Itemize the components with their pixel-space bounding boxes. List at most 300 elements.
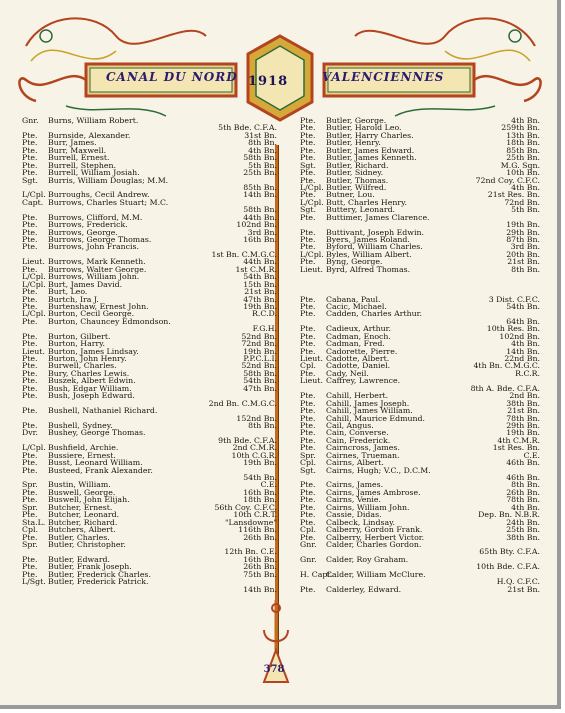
entry-name: Butt, Charles Henry. — [326, 197, 407, 207]
roll-entry — [300, 467, 540, 474]
entry-unit: 3rd Bn. — [510, 242, 540, 252]
entry-name: Burr, Maxwell. — [48, 145, 107, 155]
entry-name: Buttimer, James Clarence. — [326, 212, 430, 222]
entry-name: Butcher, Richard. — [48, 517, 118, 527]
roll-entry — [300, 214, 540, 221]
entry-rank: Cpl. — [300, 361, 316, 371]
entry-rank: Pte. — [300, 301, 316, 311]
entry-rank: Pte. — [300, 309, 316, 319]
entry-rank: Pte. — [22, 510, 38, 520]
entry-unit: 8th Bn. — [248, 138, 277, 148]
entry-unit: 15th Bn. — [243, 279, 277, 289]
entry-rank: Pte. — [22, 316, 38, 326]
entry-name: Burnside, Alexander. — [48, 130, 131, 140]
entry-unit: 2nd C.M.R. — [232, 443, 277, 453]
entry-name: Burton, Cecil George. — [48, 309, 135, 319]
entry-rank: Pte. — [300, 324, 316, 334]
entry-name: Cairnes, Trueman. — [326, 450, 400, 460]
entry-unit: 259th Bn. — [501, 123, 540, 133]
entry-unit: 14th Bn. — [506, 346, 540, 356]
entry-rank: L/Cpl. — [22, 443, 46, 453]
entry-unit: 78th Bn. — [506, 495, 540, 505]
entry-unit: 47th Bn. — [243, 294, 277, 304]
entry-unit: 2nd Bn. — [509, 391, 540, 401]
entry-unit: 54th Bn. — [243, 376, 277, 386]
entry-name: Burtenshaw, Ernest John. — [48, 301, 149, 311]
entry-name: Butler, Frederick Patrick. — [48, 577, 149, 587]
entry-name: Cairns, Hugh; V.C., D.C.M. — [326, 465, 431, 475]
entry-unit: 14th Bn. — [243, 584, 277, 594]
entry-name: Butler, Wilfred. — [326, 182, 387, 192]
roll-entry — [300, 281, 540, 288]
roll-entry — [22, 199, 277, 206]
entry-unit: 8th A. Bde. C.F.A. — [470, 383, 540, 393]
entry-unit: 4th Bn. — [511, 182, 540, 192]
entry-name: Cacic, Michael. — [326, 301, 387, 311]
entry-unit: 29th Bn. — [506, 227, 540, 237]
entry-unit: 46th Bn. — [506, 458, 540, 468]
entry-rank: Pte. — [300, 346, 316, 356]
entry-rank: L/Cpl. — [22, 190, 46, 200]
ornamental-banner — [6, 6, 555, 126]
entry-name: Cadman, Fred. — [326, 339, 385, 349]
entry-rank: Spr. — [22, 502, 38, 512]
entry-rank: Pte. — [22, 420, 38, 430]
entry-unit: 3 Dist. C.F.C. — [488, 294, 540, 304]
entry-rank: Pte. — [300, 428, 316, 438]
entry-rank: L/Cpl. — [22, 309, 46, 319]
entry-name: Byng, George. — [326, 257, 383, 267]
entry-rank: Pte. — [22, 130, 38, 140]
entry-unit: 102nd Bn. — [499, 331, 540, 341]
entry-rank: Pte. — [300, 406, 316, 416]
entry-rank: Pte. — [300, 153, 316, 163]
entry-unit: 56th Coy. C.F.C. — [214, 502, 277, 512]
entry-name: Burrows, Frederick. — [48, 220, 128, 230]
entry-unit: 38th Bn. — [506, 398, 540, 408]
entry-rank: L/Cpl. — [22, 272, 46, 282]
anchor-emblem — [256, 600, 296, 690]
entry-unit: 58th Bn. — [243, 153, 277, 163]
entry-rank: Pte. — [300, 294, 316, 304]
entry-unit: 20th Bn. — [506, 249, 540, 259]
entry-unit: 21st Bn. — [507, 406, 540, 416]
roll-entry — [300, 273, 540, 280]
entry-rank: Pte. — [300, 480, 316, 490]
entry-name: Cahill, James William. — [326, 406, 413, 416]
entry-name: Burns, William Robert. — [48, 116, 139, 125]
entry-rank: Gnr. — [22, 116, 39, 125]
entry-unit: 52nd Bn. — [241, 361, 277, 371]
entry-unit: 24th Bn. — [506, 517, 540, 527]
entry-rank: Pte. — [22, 153, 38, 163]
entry-unit: 72nd Bn. — [504, 197, 540, 207]
entry-unit: 54th Bn. — [243, 272, 277, 282]
roll-column-right — [300, 117, 540, 593]
entry-name: Burrows, Walter George. — [48, 264, 147, 274]
entry-name: Burrows, George Thomas. — [48, 235, 152, 244]
entry-rank: Pte. — [22, 368, 38, 378]
entry-name: Burr, James. — [48, 138, 97, 148]
entry-unit: 1st Res. Bn. — [492, 443, 540, 453]
entry-unit: 72nd Bn. — [241, 339, 277, 349]
entry-rank: Pte. — [300, 168, 316, 178]
entry-unit: 25th Bn. — [243, 168, 277, 178]
entry-rank: Pte. — [300, 487, 316, 497]
entry-name: Butchers, Albert. — [48, 525, 116, 535]
entry-name: Calder, Charles Gordon. — [326, 539, 422, 549]
entry-rank: Pte. — [300, 495, 316, 505]
page-number: 378 — [263, 664, 285, 675]
entry-unit: 10th Bde. C.F.A. — [476, 562, 540, 572]
entry-rank: Pte. — [22, 354, 38, 363]
entry-name: Bustin, William. — [48, 480, 111, 490]
entry-name: Bushell, Nathaniel Richard. — [48, 406, 158, 416]
entry-name: Bushey, George Thomas. — [48, 428, 146, 438]
entry-unit: 19th Bn. — [243, 346, 277, 356]
entry-name: Burrell, Stephen. — [48, 160, 116, 170]
entry-unit: M.G. Sqn. — [500, 160, 540, 170]
entry-rank: Pte. — [22, 376, 38, 386]
entry-rank: Pte. — [22, 465, 38, 475]
entry-rank: Pte. — [300, 435, 316, 445]
entry-rank: Pte. — [300, 235, 316, 244]
entry-unit: 5th Bn. — [248, 160, 277, 170]
entry-name: Buttivant, Joseph Edwin. — [326, 227, 424, 237]
entry-name: Buswell, George. — [48, 487, 116, 497]
entry-rank: Pte. — [22, 554, 38, 564]
entry-rank: L/Sgt. — [22, 577, 46, 587]
banner-year: 1918 — [248, 74, 289, 89]
entry-rank: Pte. — [22, 391, 38, 401]
entry-rank: Pte. — [300, 138, 316, 148]
entry-rank: Cpl. — [300, 525, 316, 535]
entry-rank: Pte. — [300, 584, 316, 594]
entry-rank: Pte. — [22, 242, 38, 252]
entry-name: Butler, James Edward. — [326, 145, 415, 155]
entry-name: Cairns, William John. — [326, 502, 410, 512]
entry-rank: Capt. — [22, 197, 44, 207]
entry-unit: 19th Bn. — [243, 301, 277, 311]
entry-name: Butler, Henry. — [326, 138, 381, 148]
entry-unit: 8th Bn. — [511, 480, 540, 490]
entry-rank: Pte. — [22, 301, 38, 311]
entry-unit: 44th Bn. — [243, 212, 277, 222]
entry-unit: 72nd Coy. C.F.C. — [475, 175, 540, 185]
entry-name: Buttery, Leonard. — [326, 205, 396, 215]
entry-unit: 5th Bn. — [511, 205, 540, 215]
entry-unit: 21st Bn. — [244, 287, 277, 297]
entry-rank: Pte. — [300, 502, 316, 512]
entry-unit: 4th Bn. — [248, 145, 277, 155]
entry-name: Butler, Frederick Charles. — [48, 569, 151, 579]
entry-name: Butler, Christopher. — [48, 539, 126, 549]
entry-unit: 4th Bn. — [511, 502, 540, 512]
entry-rank: Pte. — [22, 264, 38, 274]
entry-name: Bushell, Sydney. — [48, 420, 113, 430]
entry-unit: 85th Bn. — [506, 145, 540, 155]
entry-rank: Pte. — [22, 458, 38, 468]
entry-unit: 58th Bn. — [243, 368, 277, 378]
entry-name: Busst, Leonard William. — [48, 458, 143, 468]
entry-name: Butler, Harold Leo. — [326, 123, 402, 133]
entry-rank: Lieut. — [300, 264, 323, 274]
entry-unit: 18th Bn. — [506, 138, 540, 148]
entry-unit: 29th Bn. — [506, 420, 540, 430]
entry-name: Cadman, Enoch. — [326, 331, 391, 341]
entry-rank: Pte. — [22, 569, 38, 579]
entry-rank: Dvr. — [22, 428, 39, 438]
entry-rank: Pte. — [300, 130, 316, 140]
entry-unit: 54th Bn. — [506, 301, 540, 311]
entry-rank: L/Cpl. — [300, 197, 324, 207]
roll-entry — [22, 177, 277, 184]
entry-name: Calder, Roy Graham. — [326, 554, 409, 564]
entry-name: Bury, Charles Lewis. — [48, 368, 130, 378]
entry-rank: Pte. — [22, 339, 38, 349]
entry-name: Butler, Harry Charles. — [326, 130, 414, 140]
center-divider-shadow — [278, 145, 279, 665]
entry-unit: 18th Bn. — [243, 495, 277, 505]
entry-name: Cahill, Maurice Edmund. — [326, 413, 425, 423]
entry-rank: Pte. — [22, 138, 38, 148]
entry-unit: 25th Bn. — [506, 153, 540, 163]
entry-rank: Sta.L. — [22, 517, 46, 527]
entry-rank: Spr. — [22, 480, 38, 490]
entry-unit: C.E. — [260, 480, 277, 490]
entry-unit: P.P.C.L.I. — [243, 354, 277, 363]
entry-rank: Pte. — [300, 339, 316, 349]
entry-name: Calberry, Herbert Victor. — [326, 532, 425, 542]
entry-name: Burrows, William John. — [48, 272, 140, 282]
entry-unit: 46th Bn. — [506, 473, 540, 482]
entry-unit: 65th Bty. C.F.A. — [479, 547, 540, 557]
entry-name: Butler, Edward. — [48, 554, 111, 564]
entry-unit: 4th Bn. C.M.G.C. — [473, 361, 540, 371]
entry-unit: F.G.H. — [252, 324, 277, 334]
roll-entry — [22, 318, 277, 325]
entry-unit: 12th Bn. C.E. — [224, 547, 277, 557]
entry-rank: Pte. — [22, 220, 38, 230]
entry-unit: 22nd Bn. — [504, 354, 540, 363]
entry-unit: 19th Bn. — [243, 458, 277, 468]
entry-rank: Pte. — [300, 398, 316, 408]
entry-name: Cahill, Herbert. — [326, 391, 389, 401]
entry-name: Burris, William Douglas; M.M. — [48, 175, 169, 185]
entry-rank: Pte. — [22, 406, 38, 416]
entry-rank: Pte. — [22, 450, 38, 460]
entry-name: Cairns, Venie. — [326, 495, 381, 505]
entry-rank: Sgt. — [300, 160, 316, 170]
entry-name: Burtch, Ira J. — [48, 294, 99, 304]
entry-rank: Pte. — [300, 145, 316, 155]
entry-name: Cadorette, Pierre. — [326, 346, 398, 356]
entry-unit: 26th Bn. — [243, 532, 277, 542]
entry-name: Cadotte, Daniel. — [326, 361, 391, 371]
entry-name: Buswell, John Elijah. — [48, 495, 130, 505]
entry-rank: Pte. — [300, 257, 316, 267]
entry-unit: 8th Bn. — [248, 420, 277, 430]
entry-rank: Pte. — [300, 331, 316, 341]
entry-rank: Pte. — [300, 190, 316, 200]
entry-rank: Pte. — [300, 443, 316, 453]
entry-name: Cairns, Albert. — [326, 458, 384, 468]
entry-name: Burton, Chauncey Edmondson. — [48, 316, 171, 326]
entry-rank: L/Cpl. — [300, 182, 324, 192]
entry-name: Burton, John Henry. — [48, 354, 127, 363]
entry-name: Burrows, George. — [48, 227, 118, 237]
entry-unit: 87th Bn. — [506, 235, 540, 244]
entry-unit: 14th Bn. — [243, 190, 277, 200]
entry-unit: 9th Bde. C.F.A. — [218, 435, 277, 445]
entry-name: Cairns, James. — [326, 480, 384, 490]
entry-unit: 16th Bn. — [243, 235, 277, 244]
entry-unit: 152nd Bn. — [236, 413, 277, 423]
entry-name: Cairncross, James. — [326, 443, 400, 453]
entry-name: Burwell, Charles. — [48, 361, 117, 371]
entry-rank: Cpl. — [22, 525, 38, 535]
entry-name: Cady, Neil. — [326, 368, 369, 378]
entry-rank: Spr. — [22, 539, 38, 549]
entry-name: Bush, Joseph Edward. — [48, 391, 135, 401]
entry-rank: Cpl. — [300, 458, 316, 468]
entry-unit: 8th Bn. — [511, 264, 540, 274]
banner-right-text: VALENCIENNES — [322, 70, 445, 84]
entry-rank: Pte. — [300, 227, 316, 237]
entry-rank: L/Cpl. — [22, 279, 46, 289]
entry-unit: 102nd Bn. — [236, 220, 277, 230]
entry-rank: Pte. — [22, 145, 38, 155]
roll-entry — [22, 467, 277, 474]
entry-unit: 78th Bn. — [506, 413, 540, 423]
entry-rank: Pte. — [22, 168, 38, 178]
entry-rank: Pte. — [22, 287, 38, 297]
entry-name: Calder, William McClure. — [326, 569, 426, 579]
entry-unit: 31st Bn. — [244, 130, 277, 140]
entry-rank: Pte. — [300, 420, 316, 430]
entry-unit: 16th Bn. — [243, 554, 277, 564]
entry-name: Butler, James Kenneth. — [326, 153, 417, 163]
entry-rank: H. Capt. — [300, 569, 333, 579]
entry-name: Butcher, Ernest. — [48, 502, 113, 512]
entry-unit: 26th Bn. — [506, 487, 540, 497]
entry-rank: Pte. — [300, 517, 316, 527]
entry-name: Butler, Richard. — [326, 160, 389, 170]
entry-rank: Pte. — [300, 368, 316, 378]
entry-unit: 85th Bn. — [243, 182, 277, 192]
entry-unit: 21st Res. Bn. — [487, 190, 540, 200]
entry-rank: Sgt. — [300, 465, 316, 475]
entry-name: Cain, Converse. — [326, 428, 389, 438]
entry-name: Burt, James David. — [48, 279, 123, 289]
entry-name: Bush, Edgar William. — [48, 383, 132, 393]
entry-name: Burrows, John Francis. — [48, 242, 140, 252]
entry-name: Bushfield, Archie. — [48, 443, 119, 453]
entry-unit: 75th Bn. — [243, 569, 277, 579]
entry-unit: R.C.D. — [252, 309, 277, 319]
entry-unit: 38th Bn. — [506, 532, 540, 542]
entry-rank: Pte. — [300, 116, 316, 125]
entry-unit: 116th Bn. — [238, 525, 277, 535]
entry-rank: Pte. — [22, 495, 38, 505]
entry-rank: Lieut. — [22, 257, 45, 267]
entry-unit: 1st C.M.R. — [235, 264, 277, 274]
entry-name: Burroughs, Cecil Andrew. — [48, 190, 150, 200]
entry-unit: 13th Bn. — [506, 130, 540, 140]
entry-unit: 2nd Bn. C.M.G.C. — [208, 398, 277, 408]
entry-name: Byrd, Alfred Thomas. — [326, 264, 411, 274]
banner-left-text: CANAL DU NORD — [106, 70, 238, 84]
entry-rank: Pte. — [22, 487, 38, 497]
entry-unit: "Lansdowne" — [224, 517, 277, 527]
entry-unit: 4th Bn. — [511, 116, 540, 125]
entry-rank: Pte. — [300, 532, 316, 542]
entry-rank: Pte. — [22, 361, 38, 371]
entry-unit: 19th Bn. — [506, 220, 540, 230]
entry-unit: 10th Bn. — [506, 168, 540, 178]
entry-name: Bussiere, Ernest. — [48, 450, 116, 460]
entry-name: Burrows, Clifford, M.M. — [48, 212, 143, 222]
entry-name: Cahill, James Joseph. — [326, 398, 410, 408]
entry-rank: Pte. — [22, 562, 38, 572]
entry-name: Calderley, Edward. — [326, 584, 402, 594]
entry-rank: Pte. — [300, 391, 316, 401]
entry-unit: 4th C.M.R. — [497, 435, 540, 445]
entry-unit: 5th Bde. C.F.A. — [218, 123, 277, 133]
entry-name: Butler, Frank Joseph. — [48, 562, 132, 572]
entry-unit: 58th Bn. — [243, 205, 277, 215]
entry-name: Byers, James Roland. — [326, 235, 410, 244]
entry-name: Cassie, Didas. — [326, 510, 382, 520]
entry-rank: L/Cpl. — [300, 249, 324, 259]
entry-rank: Spr. — [300, 450, 316, 460]
entry-unit: 26th Bn. — [243, 562, 277, 572]
entry-name: Cadden, Charles Arthur. — [326, 309, 423, 319]
entry-name: Cadieux, Arthur. — [326, 324, 391, 334]
entry-unit: R.C.R. — [515, 368, 540, 378]
entry-rank: Pte. — [300, 123, 316, 133]
entry-unit: C.E. — [523, 450, 540, 460]
entry-unit: 52nd Bn. — [241, 331, 277, 341]
roll-entry — [300, 310, 540, 317]
entry-name: Busteed, Frank Alexander. — [48, 465, 153, 475]
entry-unit: 21st Bn. — [507, 257, 540, 267]
entry-name: Cain, Frederick. — [326, 435, 391, 445]
entry-name: Burrows, Mark Kenneth. — [48, 257, 146, 267]
entry-rank: Pte. — [22, 212, 38, 222]
entry-name: Burton, Gilbert. — [48, 331, 111, 341]
entry-name: Burrell, Ernest. — [48, 153, 110, 163]
entry-name: Cail, Angus. — [326, 420, 374, 430]
entry-rank: Lieut. — [22, 346, 45, 356]
entry-rank: Pte. — [300, 510, 316, 520]
roll-entry — [300, 266, 540, 273]
entry-name: Calberry, Gordon Frank. — [326, 525, 423, 535]
entry-rank: Gnr. — [300, 539, 317, 549]
entry-name: Butner, Lou. — [326, 190, 375, 200]
entry-rank: Lieut. — [300, 376, 323, 386]
entry-name: Byford, William Charles. — [326, 242, 423, 252]
entry-rank: Pte. — [300, 242, 316, 252]
entry-name: Byles, William Albert. — [326, 249, 412, 259]
entry-unit: 19th Bn. — [506, 428, 540, 438]
entry-unit: 4th Bn. — [511, 339, 540, 349]
entry-rank: Pte. — [300, 413, 316, 423]
entry-name: Cadotte, Albert. — [326, 354, 390, 363]
entry-unit: 10th C.R.T. — [233, 510, 277, 520]
entry-rank: Sgt. — [22, 175, 38, 185]
entry-name: Buszek, Albert Edwin. — [48, 376, 136, 386]
